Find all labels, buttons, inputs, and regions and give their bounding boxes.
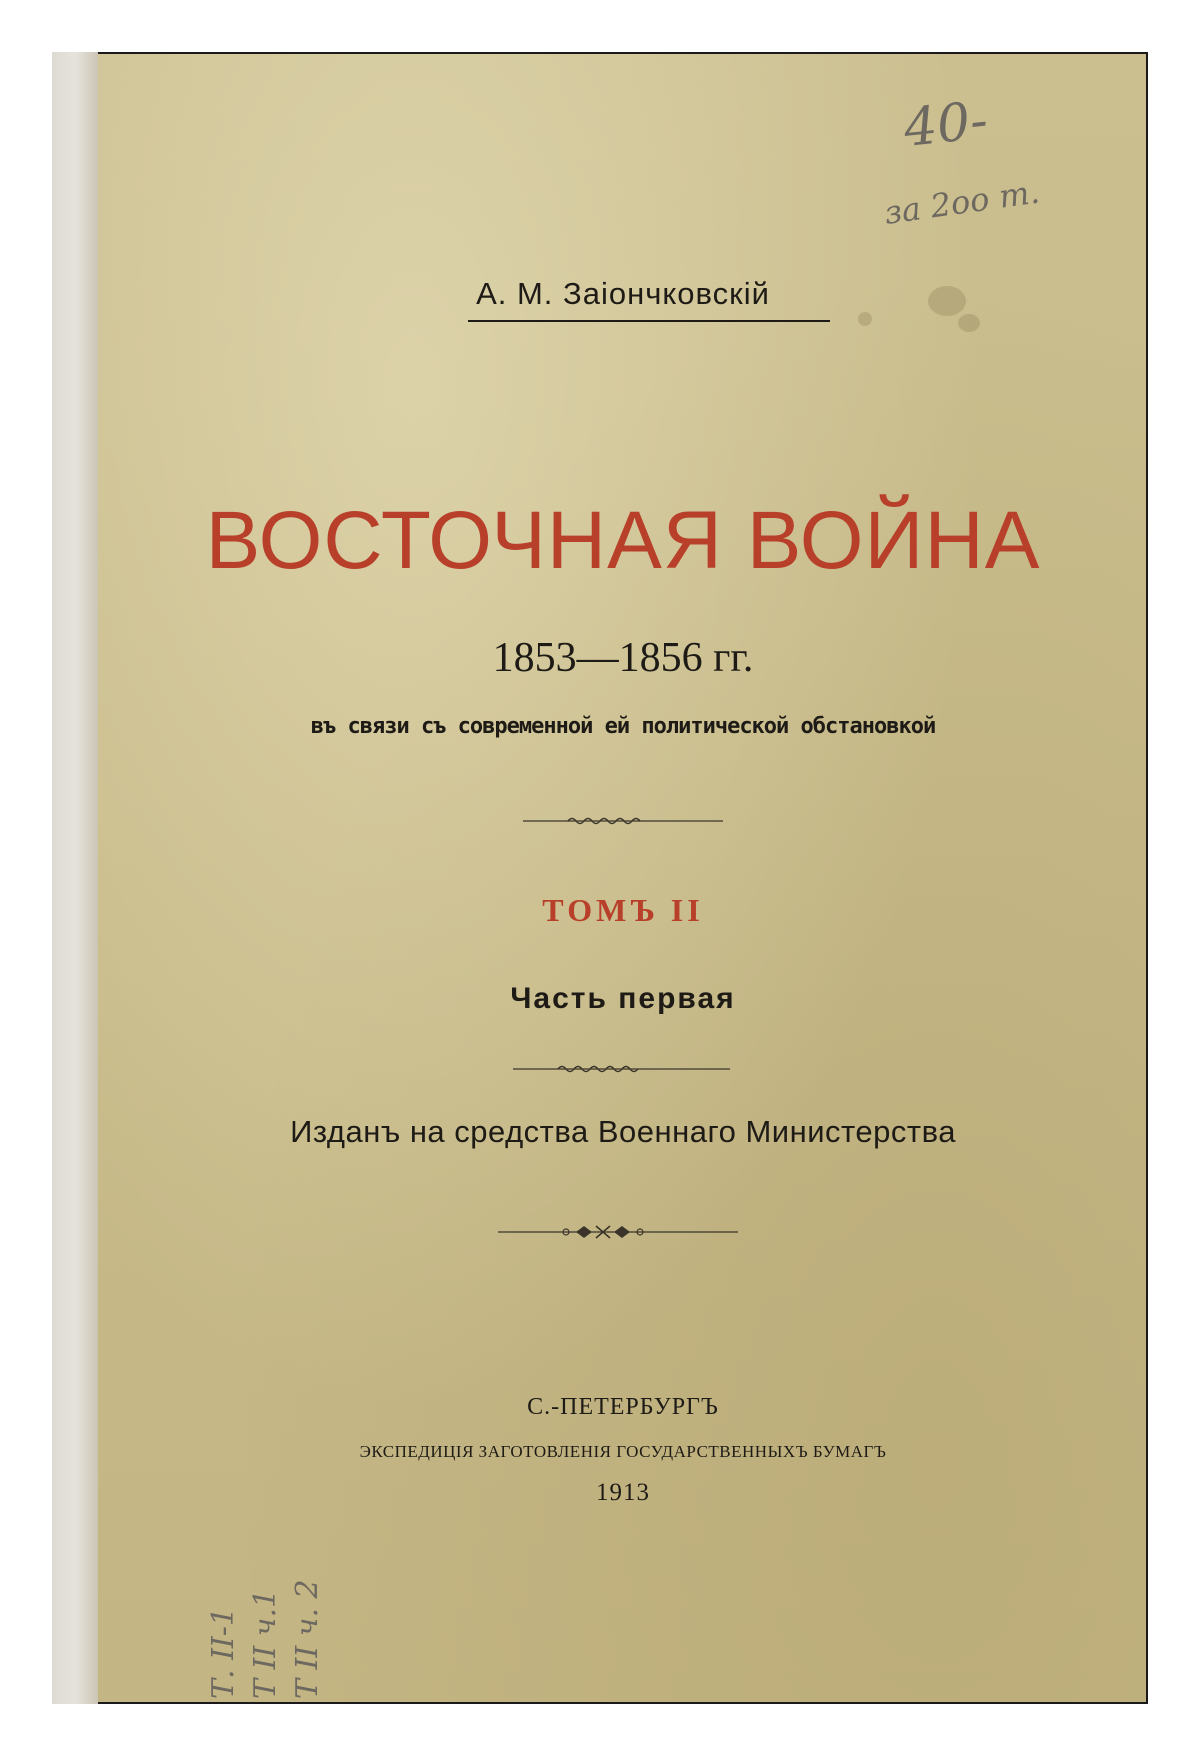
imprint-year: 1913 (596, 1479, 650, 1506)
years: 1853—1856 гг. (492, 635, 754, 681)
handwritten-note-line: 40- (901, 90, 991, 159)
handwritten-note-line: Т. II-1 (206, 1606, 241, 1699)
author: А. М. Заіончковскій (476, 276, 770, 311)
handwritten-note-top-right (846, 74, 1086, 244)
ornament-divider (98, 1059, 1148, 1079)
scan-edge (52, 52, 100, 1704)
subtitle: въ связи съ современной ей политической обстановкой (310, 714, 936, 739)
imprint-press: ЭКСПЕДИЦІЯ ЗАГОТОВЛЕНІЯ ГОСУДАРСТВЕННЫХЪ БУМАГЪ (359, 1442, 887, 1461)
ornament-divider (98, 811, 1148, 831)
volume-number: ТОМЪ II (542, 892, 704, 928)
publisher-note: Изданъ на средства Военнаго Министерства (290, 1114, 956, 1149)
handwritten-note-bottom-left (193, 1494, 363, 1704)
ornament-divider (98, 1222, 1148, 1242)
handwritten-note-line: Т II ч. 2 (290, 1579, 325, 1699)
title-page (98, 52, 1148, 1704)
book-title: ВОСТОЧНАЯ ВОЙНА (205, 495, 1041, 586)
stain (858, 312, 872, 326)
author-underline (468, 320, 830, 322)
part-label: Часть первая (510, 982, 736, 1015)
stain (958, 314, 980, 332)
handwritten-note-line: Т II ч.1 (248, 1588, 283, 1699)
imprint-city: С.-ПЕТЕРБУРГЪ (527, 1394, 719, 1420)
handwritten-note-line: за 2оо т. (881, 172, 1042, 232)
